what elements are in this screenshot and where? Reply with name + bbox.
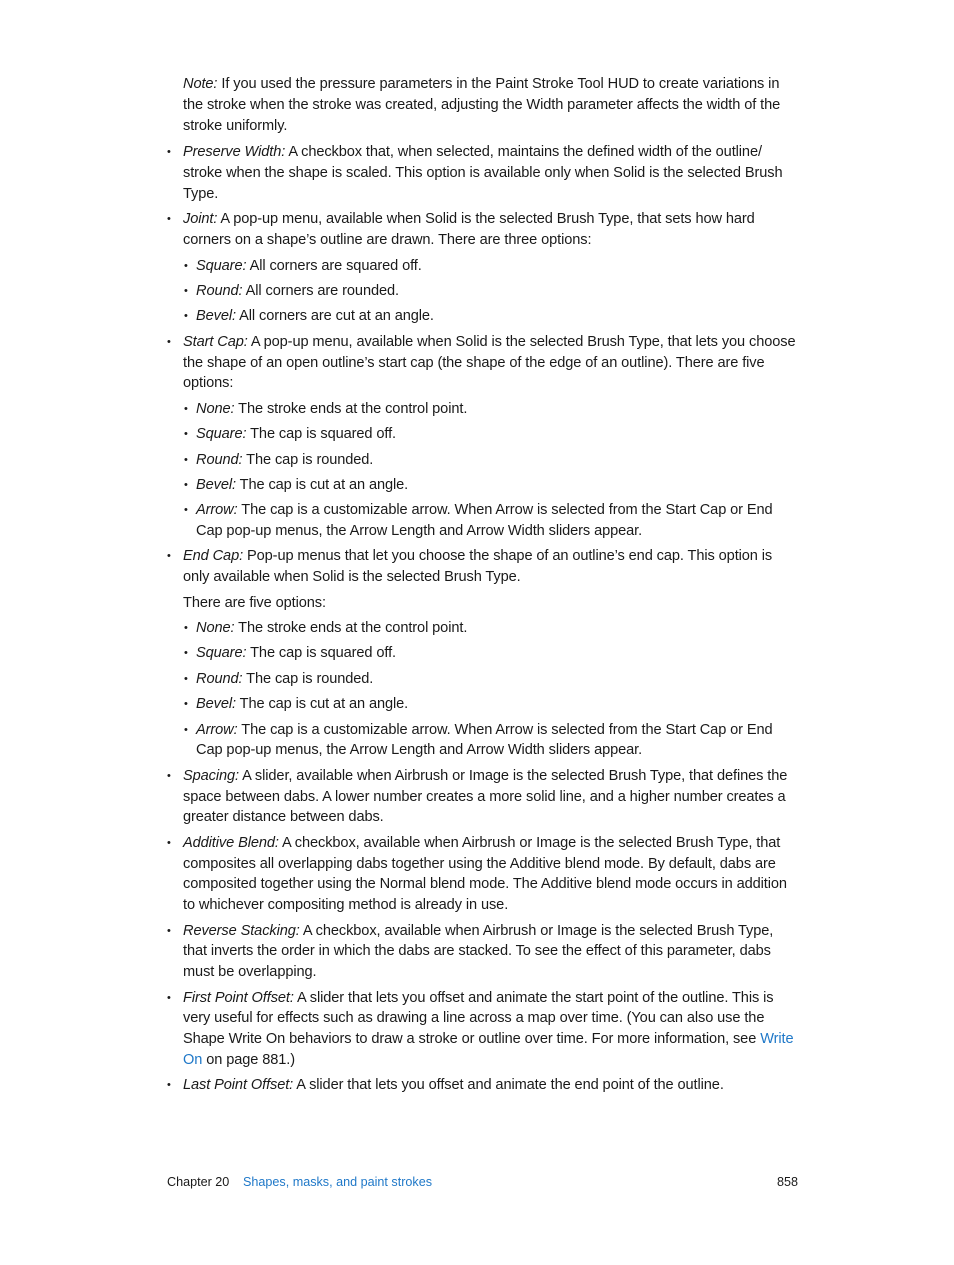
note-label: Note: — [183, 76, 218, 92]
option-term: Bevel: — [196, 476, 236, 493]
note-paragraph — [183, 74, 800, 136]
option-text: The cap is rounded. — [242, 670, 374, 687]
option-text: All corners are cut at an angle. — [235, 308, 434, 325]
option-text: The cap is squared off. — [246, 426, 397, 443]
page-content — [166, 74, 800, 1101]
page-footer — [167, 1173, 798, 1191]
option-text: The cap is cut at an angle. — [235, 696, 409, 713]
parameter-list — [166, 142, 800, 1096]
sub-list-item — [183, 475, 800, 496]
option-text: The stroke ends at the control point. — [234, 620, 468, 637]
write-on-link[interactable]: Write On — [183, 1031, 794, 1068]
start-cap-options-list — [183, 399, 800, 542]
option-term: Square: — [196, 645, 247, 662]
list-item-preserve-width — [166, 142, 800, 204]
term-last-point-offset: Last Point Offset: — [183, 1077, 294, 1094]
option-term: None: — [196, 620, 235, 637]
chapter-title-link[interactable]: Shapes, masks, and paint strokes — [243, 1175, 433, 1189]
term-additive-blend: Additive Blend: — [183, 834, 279, 851]
description: A checkbox, available when Airbrush or Image is the selected Brush Type, that composites all overlapping dabs together using the Additive blend mode. By default, dabs are composited together using the Normal blend mode. The Additive blend mode occurs in addition to whichever compositing method is already in use. — [183, 834, 787, 914]
end-cap-options-intro: There are five options: — [183, 594, 326, 611]
sub-list-item — [183, 281, 800, 302]
sub-list-item — [183, 500, 800, 542]
term-joint: Joint: — [183, 211, 218, 228]
option-text: All corners are squared off. — [246, 257, 422, 274]
description: A slider that lets you offset and animate the end point of the outline. — [293, 1077, 724, 1094]
option-term: Square: — [196, 257, 247, 274]
term-start-cap: Start Cap: — [183, 333, 248, 350]
option-text: The stroke ends at the control point. — [234, 400, 468, 417]
option-term: Round: — [196, 451, 243, 468]
list-item-spacing — [166, 766, 800, 828]
description: A checkbox, available when Airbrush or Image is the selected Brush Type, that inverts the order in which the dabs are stacked. To see the effect of this parameter, dabs must be overlapping. — [183, 922, 774, 981]
term-end-cap: End Cap: — [183, 548, 244, 565]
option-term: None: — [196, 400, 235, 417]
option-term: Bevel: — [196, 308, 236, 325]
option-text: The cap is rounded. — [242, 451, 374, 468]
option-text: The cap is cut at an angle. — [235, 476, 409, 493]
list-item-end-cap — [166, 546, 800, 761]
note-text: If you used the pressure parameters in the Paint Stroke Tool HUD to create variations in the stroke when the stroke was created, adjusting the Width parameter affects the width of the stroke uniformly. — [183, 76, 781, 134]
list-item-first-point-offset — [166, 988, 800, 1071]
option-text: The cap is a customizable arrow. When Arrow is selected from the Start Cap or End Cap pop-up menus, the Arrow Length and Arrow Width sliders appear. — [196, 502, 773, 540]
term-reverse-stacking: Reverse Stacking: — [183, 922, 300, 939]
option-text: The cap is a customizable arrow. When Arrow is selected from the Start Cap or End Cap pop-up menus, the Arrow Length and Arrow Width sliders appear. — [196, 721, 773, 759]
list-item-additive-blend — [166, 833, 800, 916]
description: A pop-up menu, available when Solid is the selected Brush Type, that sets how hard corners on a shape’s outline are drawn. There are three options: — [183, 211, 755, 249]
option-term: Square: — [196, 426, 247, 443]
chapter-number: Chapter 20 — [167, 1175, 230, 1189]
list-item-joint — [166, 209, 800, 327]
option-term: Round: — [196, 282, 243, 299]
description: A checkbox that, when selected, maintains the defined width of the outline/ stroke when the shape is scaled. This option is available only when Solid is the selected Brush Type. — [183, 144, 783, 202]
sub-list-item — [183, 256, 800, 277]
list-item-start-cap — [166, 332, 800, 542]
sub-list-item — [183, 450, 800, 471]
sub-list-item — [183, 306, 800, 327]
option-term: Arrow: — [196, 502, 238, 519]
description: A slider that lets you offset and animate the start point of the outline. This is very useful for effects such as drawing a line across a map over time. (You can also use the Shape Write On behaviors to draw a stroke or outline over time. For more information, see — [183, 989, 774, 1048]
page-number: 858 — [776, 1175, 798, 1189]
option-term: Arrow: — [196, 721, 238, 738]
joint-options-list — [183, 256, 800, 328]
sub-list-item — [183, 720, 800, 762]
sub-list-item — [183, 643, 800, 664]
option-text: All corners are rounded. — [242, 282, 399, 299]
option-term: Bevel: — [196, 696, 236, 713]
list-item-reverse-stacking — [166, 921, 800, 983]
sub-list-item — [183, 694, 800, 715]
term-spacing: Spacing: — [183, 767, 239, 784]
description: A slider, available when Airbrush or Image is the selected Brush Type, that defines the space between dabs. A lower number creates a more solid line, and a higher number creates a greater distance between dabs. — [183, 767, 788, 826]
description: Pop-up menus that let you choose the shape of an outline’s end cap. This option is only available when Solid is the selected Brush Type. — [183, 548, 773, 586]
end-cap-options-list — [183, 618, 800, 761]
description: A pop-up menu, available when Solid is the selected Brush Type, that lets you choose the shape of an open outline’s start cap (the shape of the edge of an outline). There are five options: — [183, 333, 796, 392]
term-first-point-offset: First Point Offset: — [183, 989, 294, 1006]
list-item-last-point-offset — [166, 1075, 800, 1096]
sub-list-item — [183, 399, 800, 420]
option-text: The cap is squared off. — [246, 645, 397, 662]
sub-list-item — [183, 669, 800, 690]
description-tail: on page 881.) — [202, 1051, 296, 1068]
term-preserve-width: Preserve Width: — [183, 144, 286, 161]
sub-list-item — [183, 424, 800, 445]
sub-list-item — [183, 618, 800, 639]
option-term: Round: — [196, 670, 243, 687]
